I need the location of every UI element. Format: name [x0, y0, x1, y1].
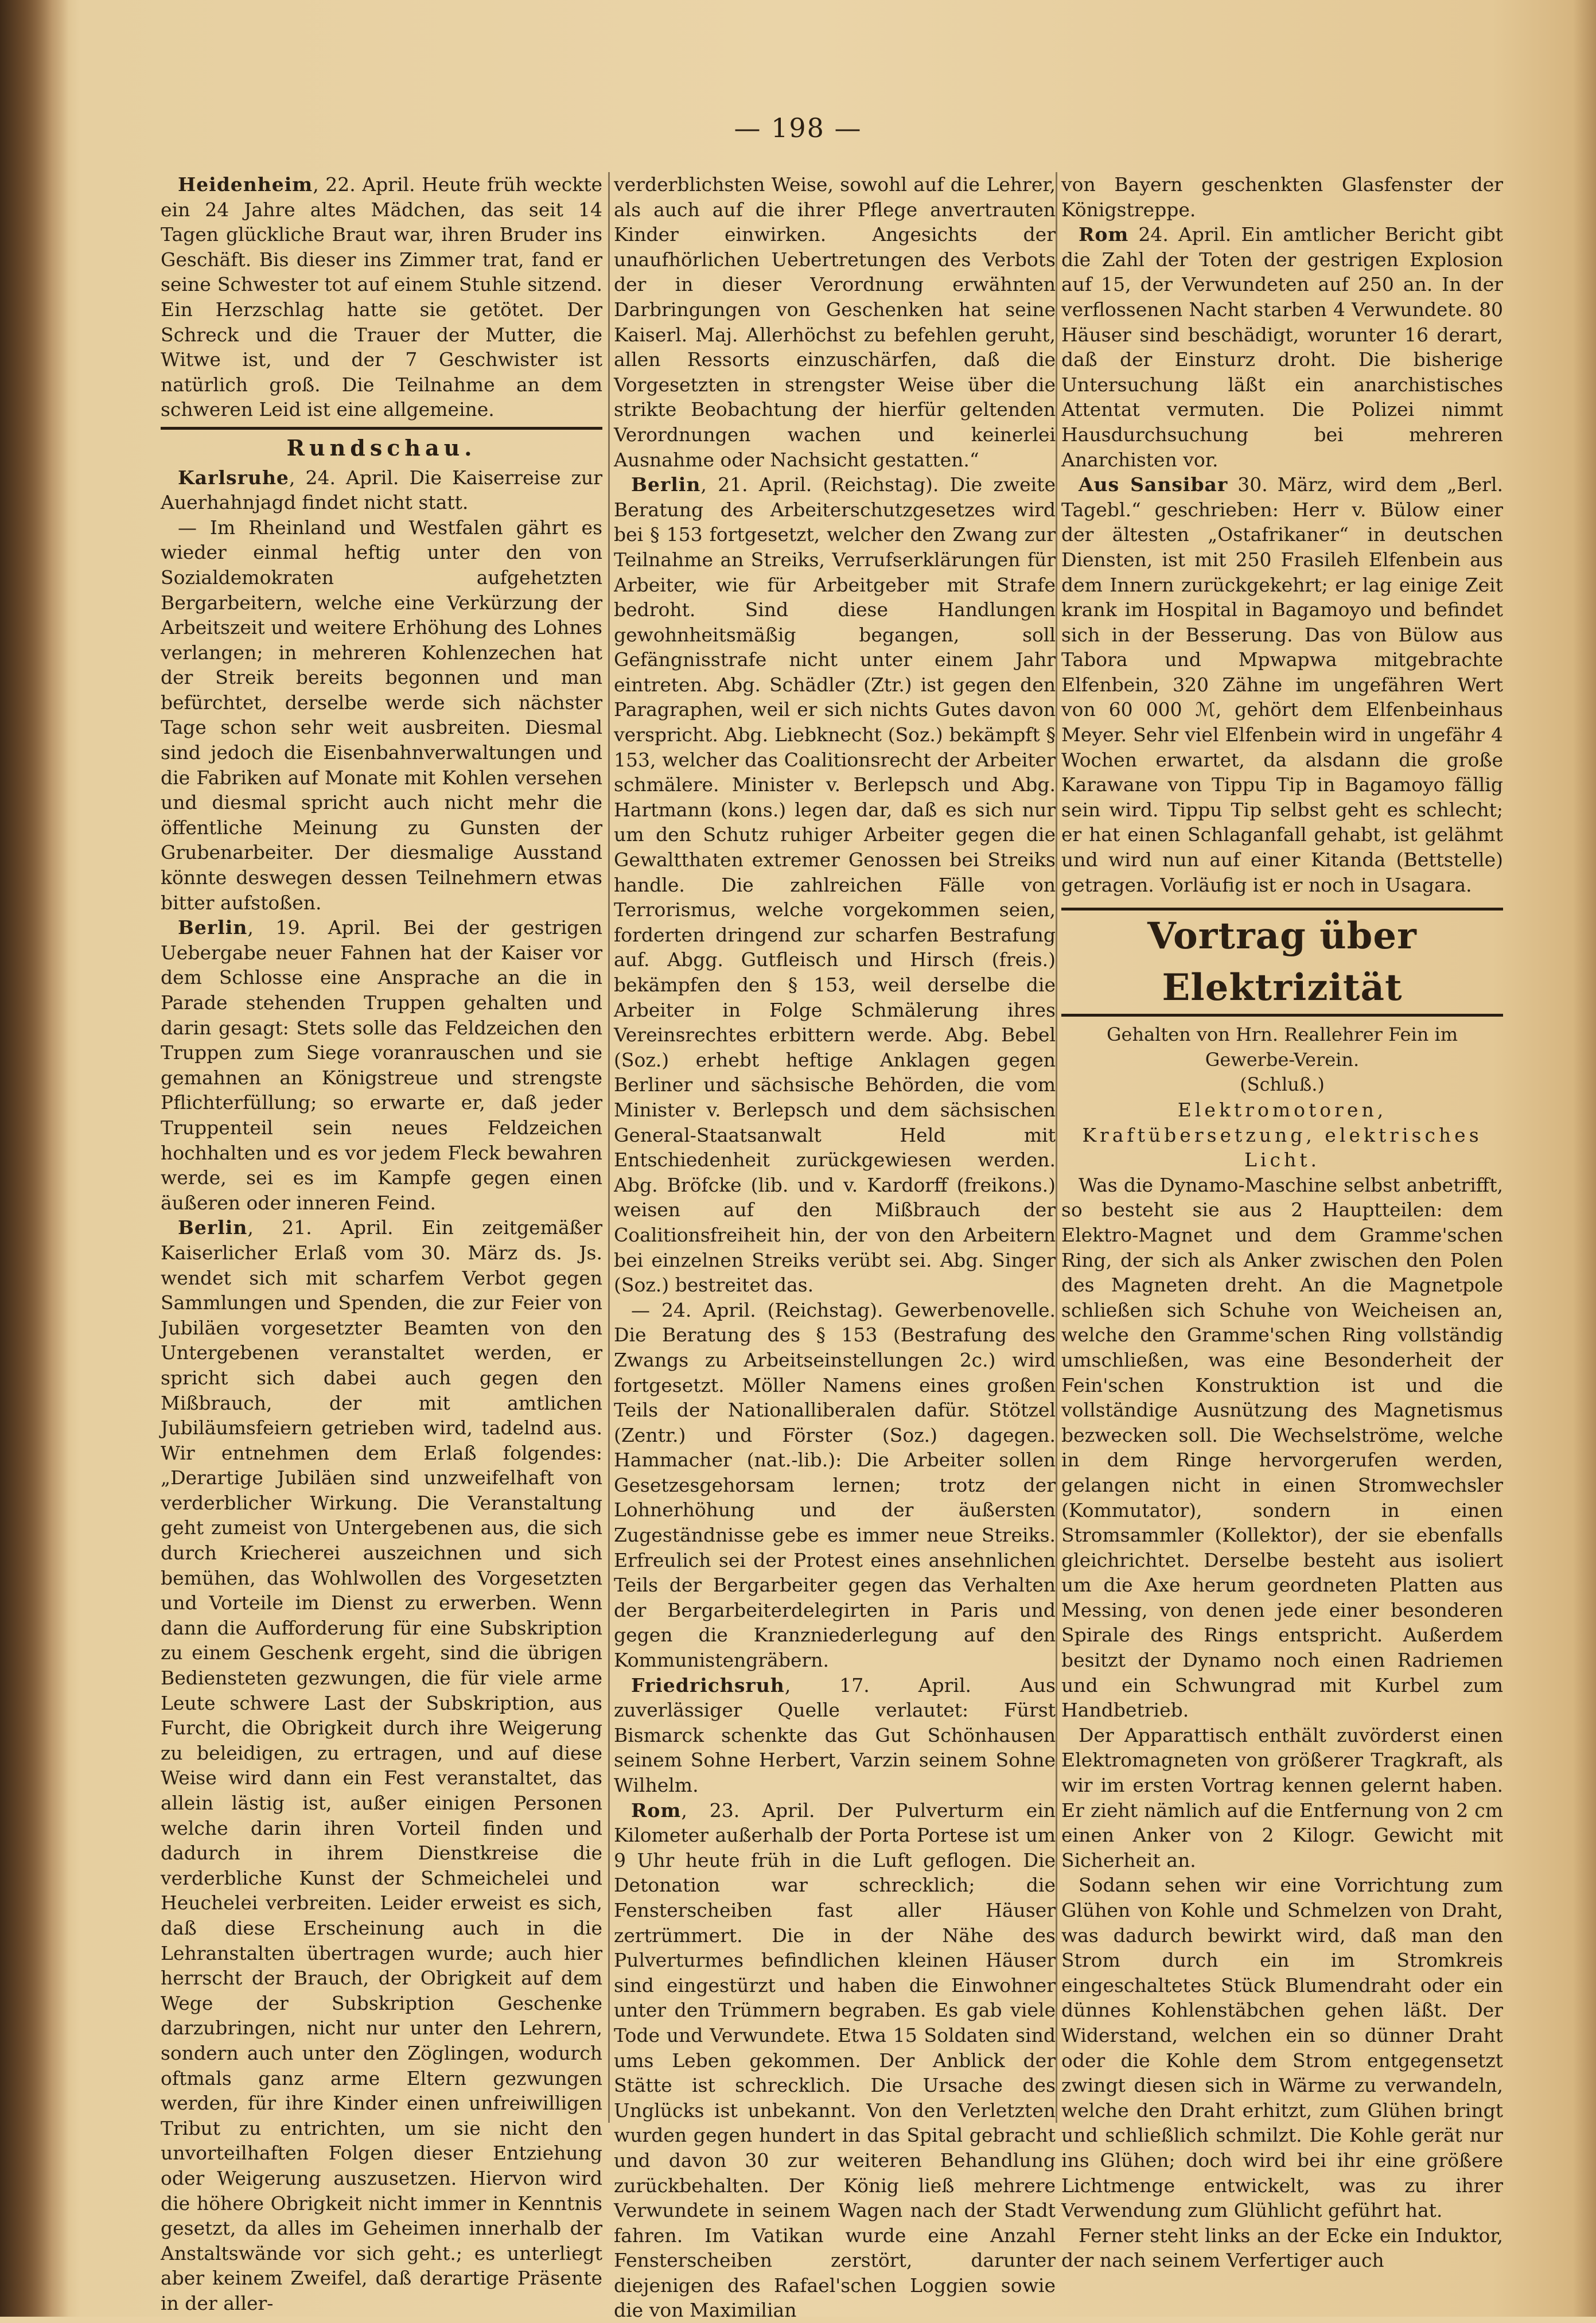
article-continuation: von Bayern geschenkten Glasfenster der Königstreppe. — [1061, 173, 1503, 221]
article-heidenheim: Heidenheim, 22. April. Heute früh weckte ein 24 Jahre altes Mädchen, das seit 14 Tagen glückliche Braut war, ihren Bruder ins Geschäft. Bis dieser ins Zimmer trat, fand er seine Schwester tot auf einem Stuhle sitzend. Ein Herzschlag hatte sie getötet. Der Schreck und die Trauer der Mutter, die Witwe ist, und der 7 Geschwister ist natürlich groß. Die Teilnahme an dem schweren Leid ist eine allgemeine. — [161, 173, 602, 421]
book-spine-shadow — [0, 0, 69, 2317]
lecture-conclusion-mark: (Schluß.) — [1240, 1073, 1325, 1096]
page-edge-shadow — [1573, 0, 1596, 2317]
page-number: — 198 — — [734, 112, 862, 143]
article-reichstag-24: — 24. April. (Reichstag). Gewerbenovelle. Die Beratung des § 153 (Bestrafung des Zwangs zu Arbeitseinstellungen 2c.) wird fortgesetzt. Möller Namens eines großen Teils der Nationalliberalen dafür. Stötzel (Zentr.) und Förster (Soz.) dagegen. Hammacher (nat.-lib.): Die Arbeiter sollen Gesetzesgehorsam lernen; trotz der Lohnerhöhung und der äußersten Zugeständnisse gebe es immer neue Streiks. Erfreulich sei der Protest eines ansehnlichen Teils der Bergarbeiter gegen das Verhalten der Bergarbeiterdelegirten in Paris und gegen die Kranzniederlegung auf den Kommunistengräbern. — [614, 1298, 1056, 1672]
article-sansibar: Aus Sansibar 30. März, wird dem „Berl. Tagebl.“ geschrieben: Herr v. Bülow einer der ältesten „Ostafrikaner“ in deutschen Diensten, ist mit 250 Frasileh Elfenbein aus dem Innern zurückgekehrt; er lag einige Zeit krank im Hospital in Bagamoyo und befindet sich in der Besserung. Das von Bülow aus Tabora und Mpwapwa mitgebrachte Elfenbein, 320 Zähne im ungefähren Wert von 60 000 ℳ, gehört dem Elfenbeinhaus Meyer. Sehr viel Elfenbein wird in ungefähr 4 Wochen erwartet, da alsdann die große Karawane von Tippu Tip in Bagamoyo fällig sein wird. Tippu Tip selbst geht es schlecht; er hat einen Schlaganfall gehabt, ist gelähmt und wird nun auf einer Kitanda (Bettstelle) getragen. Vorläufig ist er noch in Usagara. — [1061, 473, 1503, 896]
dateline-berlin: Berlin — [178, 1216, 248, 1239]
column-2 — [614, 172, 1056, 2323]
lecture-byline: Gehalten von Hrn. Reallehrer Fein im Gewerbe-Verein. — [1106, 1024, 1458, 1071]
lecture-paragraph: Ferner steht links an der Ecke ein Induktor, der nach seinem Verfertiger auch — [1061, 2224, 1503, 2272]
article-rom-24: Rom 24. April. Ein amtlicher Bericht gibt die Zahl der Toten der gestrigen Explosion auf 15, der Verwundeten auf 250 an. In der verflossenen Nacht starben 4 Verwundete. 80 Häuser sind beschädigt, worunter 16 derart, daß der Einsturz droht. Die bisherige Untersuchung läßt ein anarchistisches Attentat vermuten. Die Polizei nimmt Hausdurchsuchung bei mehreren Anarchisten vor. — [1061, 223, 1503, 471]
column-rule-1 — [608, 172, 610, 2123]
article-berlin-reichstag-21: Berlin, 21. April. (Reichstag). Die zweite Beratung des Arbeiterschutzgesetzes wird bei § 153 fortgesetzt, welcher den Zwang zur Teilnahme an Streiks, Verrufserklärungen für Arbeiter, wie für Arbeitgeber mit Strafe bedroht. Sind diese Handlungen gewohnheitsmäßig begangen, soll Gefängnisstrafe nicht unter einem Jahr eintreten. Abg. Schädler (Ztr.) ist gegen den Paragraphen, weil er sich nichts Gutes davon verspricht. Abg. Liebknecht (Soz.) bekämpft § 153, welcher das Coalitionsrecht der Arbeiter schmälere. Minister v. Berlepsch und Abg. Hartmann (kons.) legen dar, daß es sich nur um den Schutz ruhiger Arbeiter gegen die Gewaltthaten extremer Genossen bei Streiks handle. Die zahlreichen Fälle von Terrorismus, welche vorgekommen seien, forderten dringend zur scharfen Bestrafung auf. Abgg. Gutfleisch und Hirsch (freis.) bekämpfen den § 153, weil derselbe die Arbeiter in Folge Schmälerung ihres Vereinsrechtes erbittern werde. Abg. Bebel (Soz.) erhebt heftige Anklagen gegen Berliner und sächsische Behörden, die vom Minister v. Berlepsch und dem sächsischen General-Staatsanwalt Held mit Entschiedenheit zurückgewiesen werden. Abg. Bröfcke (lib. und v. Kardorff (freikons.) weisen auf den Mißbrauch der Coalitionsfreiheit hin, der von den Arbeitern bei einzelnen Streiks verübt sei. Abg. Singer (Soz.) bestreitet das. — [614, 473, 1056, 1297]
column-3 — [1061, 172, 1503, 2273]
article-rom-23: Rom, 23. April. Der Pulverturm ein Kilometer außerhalb der Porta Portese ist um 9 Uhr heute früh in die Luft geflogen. Die Detonation war schrecklich; die Fensterscheiben fast aller Häuser zertrümmert. Die in der Nähe des Pulverturmes befindlichen kleinen Häuser sind eingestürzt und haben die Einwohner unter den Trümmern begraben. Es gab viele Tode und Verwundete. Etwa 15 Soldaten sind ums Leben gekommen. Der Anblick der Stätte ist schrecklich. Die Ursache des Unglücks ist unbekannt. Von den Verletzten wurden gegen hundert in das Spital gebracht und davon 30 zur weiteren Behandlung zurückbehalten. Der König ließ mehrere Verwundete in seinem Wagen nach der Stadt fahren. Im Vatikan wurde eine Anzahl Fensterscheiben zerstört, darunter diejenigen des Rafael'schen Loggien sowie die von Maximilian — [614, 1799, 1056, 2322]
article-continuation: verderblichsten Weise, sowohl auf die Lehrer, als auch auf die ihrer Pflege anvertrauten Kinder einwirken. Angesichts der unaufhörlichen Uebertretungen des Verbots der in dieser Verordnung erwähnten Darbringungen von Geschenken hat seine Kaiserl. Maj. Allerhöchst zu befehlen geruht, allen Ressorts einzuschärfen, daß die Vorgesetzten in strengster Weise über die strikte Beobachtung der hierfür geltenden Verordnungen wachen und keinerlei Ausnahme oder Nachsicht gestatten.“ — [614, 173, 1056, 471]
section-rule — [161, 427, 602, 430]
article-berlin-21: Berlin, 21. April. Ein zeitgemäßer Kaiserlicher Erlaß vom 30. März ds. Js. wendet sich mit scharfem Verbot gegen Sammlungen und Spenden, die zur Feier von Jubiläen vorgesetzter Beamten von den Untergebenen veranstaltet werden, er spricht sich dabei auch gegen den Mißbrauch, der mit amtlichen Jubiläumsfeiern getrieben wird, tadelnd aus. Wir entnehmen dem Erlaß folgendes: „Derartige Jubiläen sind unzweifelhaft von verderblicher Wirkung. Die Veranstaltung geht zumeist von Untergebenen aus, die sich durch Kriecherei auszeichnen und sich bemühen, das Wohlwollen des Vorgesetzten und Vorteile im Dienst zu erwerben. Wenn dann die Aufforderung für eine Subskription zu einem Geschenk ergeht, sind die übrigen Bediensteten gezwungen, die für viele arme Leute schwere Last der Subskription, aus Furcht, die Obrigkeit durch ihre Weigerung zu beleidigen, zu ertragen, und auf diese Weise wird dann ein Fest veranstaltet, das allein lästig ist, außer einigen Personen welche darin ihren Vorteil finden und dadurch in ihrem Dienstkreise die verderbliche Kunst der Schmeichelei und Heuchelei verbreiten. Leider erweist es sich, daß diese Erscheinung auch in die Lehranstalten übertragen wurde; auch hier herrscht der Brauch, der Obrigkeit auf dem Wege der Subskription Geschenke darzubringen, nicht nur unter den Lehrern, sondern auch unter den Zöglingen, wodurch oftmals ganz arme Eltern gezwungen werden, für ihre Kinder einen unfreiwilligen Tribut zu entrichten, um sie nicht den unvorteilhaften Folgen dieser Entziehung oder Weigerung auszusetzen. Hiervon wird die höhere Obrigkeit nicht immer in Kenntnis gesetzt, da alles im Geheimen innerhalb der Anstaltswände vor sich geht.; es unterliegt aber keinem Zweifel, daß derartige Präsente in der aller- — [161, 1216, 602, 2314]
dateline-karlsruhe: Karlsruhe — [178, 466, 289, 489]
headline-vortrag: Vortrag über Elektrizität — [1061, 908, 1503, 1017]
section-heading-rundschau: Rundschau. — [286, 434, 477, 461]
lecture-paragraph: Sodann sehen wir eine Vorrichtung zum Glühen von Kohle und Schmelzen von Draht, was dadurch bewirkt wird, daß man den Strom durch ein im Stromkreis eingeschaltetes Stück Blumendraht oder ein dünnes Kohlenstäbchen gehen läßt. Der Widerstand, welchen ein so dünner Draht oder die Kohle dem Strom entgegensetzt zwingt diesen sich in Wärme zu verwandeln, welche den Draht erhitzt, zum Glühen bringt und schließlich schmilzt. Die Kohle gerät nur ins Glühen; doch wird bei ihr eine größere Lichtmenge entwickelt, was zu ihrer Verwendung zum Glühlicht geführt hat. — [1061, 1874, 1503, 2222]
dateline-berlin: Berlin — [631, 473, 701, 496]
column-1 — [161, 172, 602, 2316]
article-berlin-19: Berlin, 19. April. Bei der gestrigen Uebergabe neuer Fahnen hat der Kaiser vor dem Schlosse eine Ansprache an die in Parade stehenden Truppen gehalten und darin gesagt: Stets solle das Feldzeichen den Truppen zum Siege voranrauschen und sie gemahnen an Königstreue und strengste Pflichterfüllung; so erwarte er, daß jeder Truppenteil sein neues Feldzeichen hochhalten und es vor jedem Fleck bewahren werde, sei es im Kampfe gegen einen äußeren oder inneren Feind. — [161, 916, 602, 1214]
column-rule-2 — [1056, 172, 1057, 2123]
lecture-subheading: Elektromotoren, Kraftübersetzung, elektrisches Licht. — [1082, 1099, 1482, 1172]
dateline-sansibar: Aus Sansibar — [1079, 473, 1228, 496]
article-friedrichsruh: Friedrichsruh, 17. April. Aus zuverlässiger Quelle verlautet: Fürst Bismarck schenkte das Gut Schönhausen seinem Sohne Herbert, Varzin seinem Sohne Wilhelm. — [614, 1674, 1056, 1796]
dateline-heidenheim: Heidenheim — [178, 173, 313, 196]
lecture-paragraph: Was die Dynamo-Maschine selbst anbetrifft, so besteht sie aus 2 Hauptteilen: dem Elektro-Magnet und dem Gramme'schen Ring, der sich als Anker zwischen den Polen des Magneten dreht. An die Magnetpole schließen sich Schuhe von Weicheisen an, welche den Gramme'schen Ring vollständig umschließen, was eine Besonderheit der Fein'schen Konstruktion ist und die vollständige Ausnützung des Magnetismus bezwecken soll. Die Wechselströme, welche in dem Ringe hervorgerufen werden, gelangen nicht in einen Stromwechsler (Kommutator), sondern in einen Stromsammler (Kollektor), der sie ebenfalls gleichrichtet. Derselbe besteht aus isoliert um die Axe herum geordneten Platten aus Messing, von denen jede einer besonderen Spirale des Rings entspricht. Außerdem besitzt der Dynamo noch einen Radriemen und ein Schwungrad mit Kurbel zum Handbetrieb. — [1061, 1173, 1503, 1722]
dateline-friedrichsruh: Friedrichsruh — [631, 1674, 785, 1696]
dateline-berlin: Berlin — [178, 916, 248, 939]
lecture-paragraph: Der Apparattisch enthält zuvörderst einen Elektromagneten von größerer Tragkraft, als wir im ersten Vortrag kennen gelernt haben. Er zieht nämlich auf die Entfernung von 2 cm einen Anker von 2 Kilogr. Gewicht mit Sicherheit an. — [1061, 1723, 1503, 1871]
article-karlsruhe: Karlsruhe, 24. April. Die Kaiserreise zur Auerhahnjagd findet nicht statt. — [161, 466, 602, 514]
article-rheinland: — Im Rheinland und Westfalen gährt es wieder einmal heftig unter den von Sozialdemokraten aufgehetzten Bergarbeitern, welche eine Verkürzung der Arbeitszeit und weitere Erhöhung des Lohnes verlangen; in mehreren Kohlenzechen hat der Streik bereits begonnen und man befürchtet, derselbe werde sich nächster Tage schon sehr weit ausbreiten. Diesmal sind jedoch die Eisenbahnverwaltungen und die Fabriken auf Monate mit Kohlen versehen und diesmal spricht auch nicht mehr die öffentliche Meinung zu Gunsten der Grubenarbeiter. Der diesmalige Ausstand könnte deswegen dessen Teilnehmern etwas bitter aufstoßen. — [161, 516, 602, 914]
dateline-rom: Rom — [631, 1799, 682, 1822]
dateline-rom: Rom — [1079, 223, 1129, 246]
